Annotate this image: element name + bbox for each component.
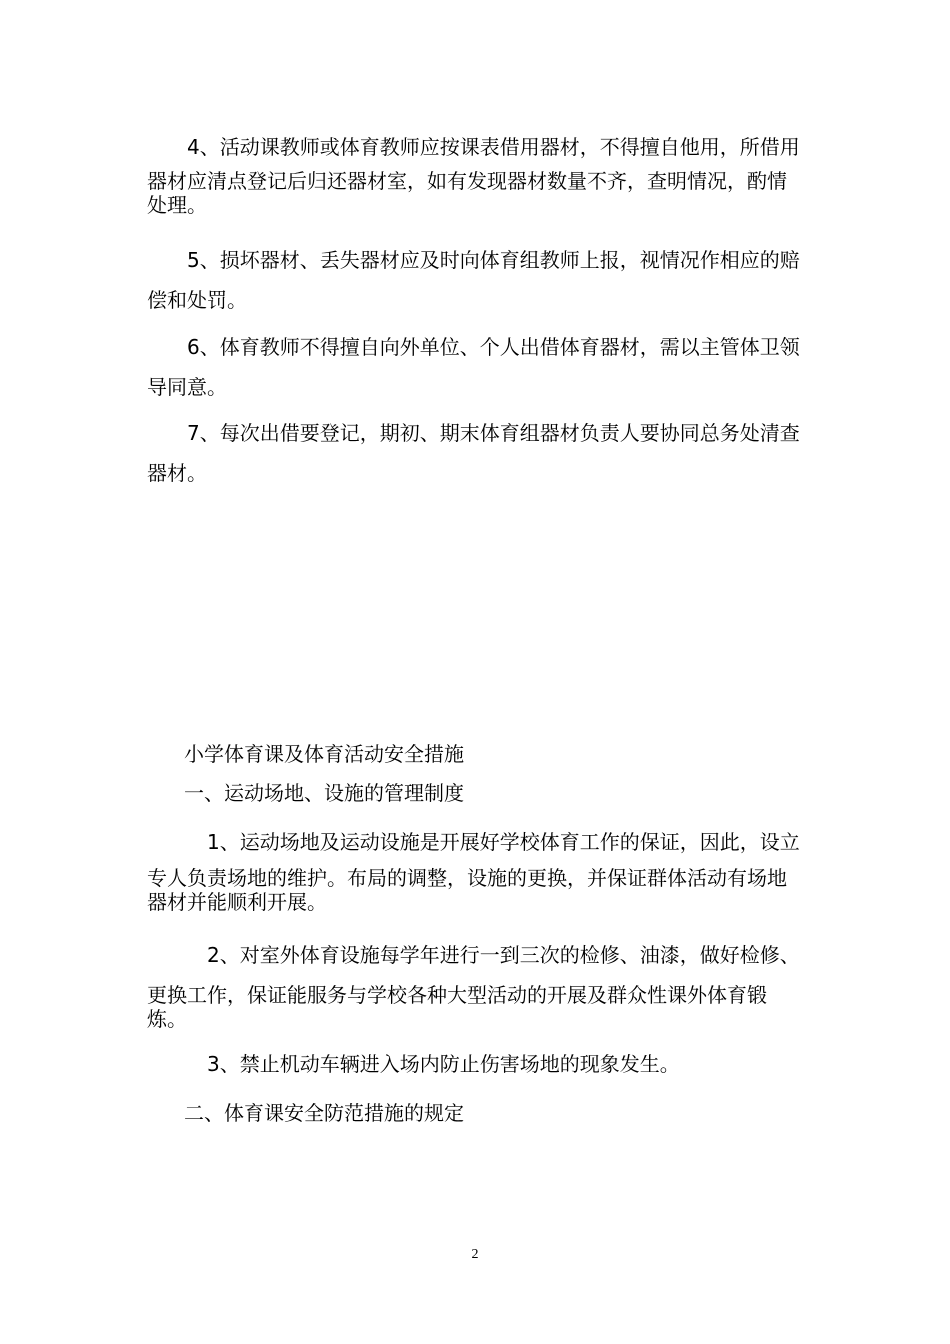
paragraph-line: 器材并能顺利开展。 (147, 890, 327, 914)
paragraph-line: 炼。 (147, 1007, 187, 1031)
section-heading-2: 二、体育课安全防范措施的规定 (184, 1101, 464, 1125)
item-2 (147, 938, 847, 1036)
paragraph-line: 导同意。 (147, 375, 227, 399)
document-title: 小学体育课及体育活动安全措施 (184, 742, 464, 766)
paragraph-line: 6、体育教师不得擅自向外单位、个人出借体育器材，需以主管体卫领 (187, 335, 800, 359)
paragraph-line: 偿和处罚。 (147, 288, 247, 312)
paragraph-line: 器材。 (147, 461, 207, 485)
paragraph-line: 3、禁止机动车辆进入场内防止伤害场地的现象发生。 (207, 1052, 680, 1076)
paragraph-4 (147, 130, 847, 222)
section-heading-1: 一、运动场地、设施的管理制度 (184, 781, 464, 805)
paragraph-7 (147, 416, 847, 490)
paragraph-line: 处理。 (147, 193, 207, 217)
paragraph-line: 专人负责场地的维护。布局的调整，设施的更换，并保证群体活动有场地 (147, 866, 787, 890)
paragraph-line: 7、每次出借要登记，期初、期末体育组器材负责人要协同总务处清查 (187, 421, 800, 445)
item-3 (147, 1047, 847, 1081)
paragraph-line: 2、对室外体育设施每学年进行一到三次的检修、油漆，做好检修、 (207, 943, 800, 967)
item-1 (147, 825, 847, 919)
paragraph-6 (147, 330, 847, 404)
page-number: 2 (471, 1247, 479, 1262)
paragraph-line: 5、损坏器材、丢失器材应及时向体育组教师上报，视情况作相应的赔 (187, 248, 800, 272)
paragraph-line: 更换工作，保证能服务与学校各种大型活动的开展及群众性课外体育锻 (147, 983, 767, 1007)
paragraph-line: 4、活动课教师或体育教师应按课表借用器材，不得擅自他用，所借用 (187, 135, 800, 159)
paragraph-line: 器材应清点登记后归还器材室，如有发现器材数量不齐，查明情况，酌情 (147, 169, 787, 193)
paragraph-line: 1、运动场地及运动设施是开展好学校体育工作的保证，因此，设立 (207, 830, 800, 854)
paragraph-5 (147, 243, 847, 317)
